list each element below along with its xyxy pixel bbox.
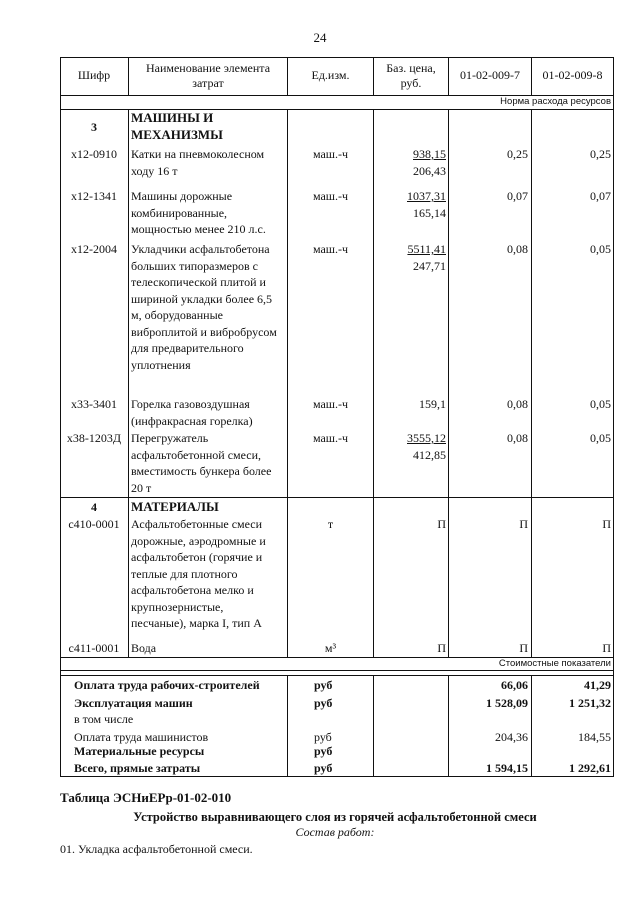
row-code: х33-3401: [71, 397, 117, 411]
section3-title: МАШИНЫ И МЕХАНИЗМЫ: [131, 110, 223, 142]
row-code: х12-2004: [71, 242, 117, 256]
row-value-2: 0,05: [590, 242, 611, 256]
header-col1: 01-02-009-7: [460, 68, 520, 82]
row-value-2: П: [602, 641, 611, 655]
cost-name: Эксплуатация машин: [74, 696, 193, 710]
section4-title: МАТЕРИАЛЫ: [131, 499, 219, 514]
row-value-2: 0,25: [590, 147, 611, 161]
cost-unit: руб: [314, 678, 333, 692]
header-unit: Ед.изм.: [311, 68, 350, 82]
row-value-2: 0,05: [590, 397, 611, 411]
cost-name: Материальные ресурсы: [74, 744, 205, 758]
cost-value-1: 66,06: [501, 678, 528, 692]
row-name: Укладчики асфальтобетона больших типоразмеров с телескопической плитой и шириной укладки более 6,5 м, оборудованные виброплитой и вибробрусом для предварительного уплотнения: [131, 242, 277, 372]
row-value-1: 0,08: [507, 242, 528, 256]
table-subtitle: Устройство выравнивающего слоя из горячей асфальтобетонной смеси: [133, 810, 537, 824]
row-price-labor: 206,43: [413, 163, 446, 178]
row-name: Горелка газовоздушная (инфракрасная горелка): [131, 397, 253, 428]
row-value-2: П: [602, 517, 611, 531]
row-unit: м³: [324, 641, 337, 655]
section4-number: 4: [91, 500, 97, 514]
cost-value-1: 1 594,15: [486, 761, 528, 775]
cost-value-2: 1 292,61: [569, 761, 611, 775]
row-code: с410-0001: [68, 517, 120, 531]
row-code: с411-0001: [68, 641, 120, 655]
cost-unit: руб: [314, 696, 333, 710]
row-value-1: 0,08: [507, 431, 528, 445]
row-price: 159,1: [419, 397, 446, 411]
resource-table: [60, 57, 614, 777]
cost-name: Оплата труда рабочих-строителей: [74, 678, 260, 692]
header-name: Наименование элемента затрат: [145, 61, 271, 90]
cost-name: в том числе: [74, 712, 134, 726]
cost-name: Оплата труда машинистов: [74, 730, 209, 744]
row-code: х38-1203Д: [66, 431, 122, 445]
row-unit: маш.-ч: [312, 397, 349, 411]
row-price-labor: 412,85: [413, 447, 446, 462]
row-name: Асфальтобетонные смеси дорожные, аэродромные и асфальтобетон (горячие и теплые для плотного асфальтобетона мелко и крупнозернистые, песчаные), марка I, тип А: [131, 517, 266, 630]
row-price: 5511,41: [407, 242, 446, 256]
cost-unit: руб: [314, 744, 333, 758]
cost-label: Стоимостные показатели: [498, 658, 611, 669]
row-value-1: 0,07: [507, 189, 528, 203]
row-price: П: [437, 517, 446, 531]
row-name: Машины дорожные комбинированные, мощностью менее 210 л.с.: [131, 189, 266, 236]
cost-unit: руб: [314, 761, 333, 775]
row-value-1: П: [519, 517, 528, 531]
cost-value-1: 1 528,09: [486, 696, 528, 710]
row-unit: маш.-ч: [312, 242, 349, 256]
row-value-1: 0,25: [507, 147, 528, 161]
row-value-1: П: [519, 641, 528, 655]
header-code: Шифр: [77, 68, 111, 82]
section3-number: 3: [91, 120, 97, 134]
row-price: 3555,12: [407, 431, 446, 445]
row-price: П: [437, 641, 446, 655]
row-code: х12-1341: [71, 189, 117, 203]
row-price: 938,15: [413, 147, 446, 161]
row-unit: маш.-ч: [312, 431, 349, 445]
cost-name: Всего, прямые затраты: [74, 761, 201, 775]
header-col2: 01-02-009-8: [542, 68, 603, 82]
row-code: х12-0910: [71, 147, 117, 161]
row-price: 1037,31: [407, 189, 446, 203]
row-unit: т: [327, 517, 334, 531]
page-number: 24: [313, 30, 327, 45]
row-value-2: 0,07: [590, 189, 611, 203]
cost-unit: руб: [314, 730, 332, 744]
row-price-labor: 247,71: [413, 258, 446, 273]
cost-value-2: 41,29: [584, 678, 611, 692]
table-title: Таблица ЭСНиЕРр-01-02-010: [60, 790, 232, 805]
row-value-1: 0,08: [507, 397, 528, 411]
row-unit: маш.-ч: [312, 147, 349, 161]
header-price: Баз. цена, руб.: [386, 61, 436, 90]
cost-value-2: 184,55: [578, 730, 611, 744]
work-item: 01. Укладка асфальтобетонной смеси.: [60, 842, 253, 856]
row-name: Катки на пневмоколесном ходу 16 т: [131, 147, 265, 178]
norm-label: Норма расхода ресурсов: [500, 96, 611, 107]
row-name: Перегружатель асфальтобетонной смеси, вместимость бункера более 20 т: [131, 431, 272, 495]
cost-value-1: 204,36: [495, 730, 528, 744]
row-unit: маш.-ч: [312, 189, 349, 203]
row-value-2: 0,05: [590, 431, 611, 445]
row-name: Вода: [131, 641, 157, 655]
cost-value-2: 1 251,32: [569, 696, 611, 710]
row-price-labor: 165,14: [413, 205, 446, 220]
work-title: Состав работ:: [295, 825, 375, 839]
